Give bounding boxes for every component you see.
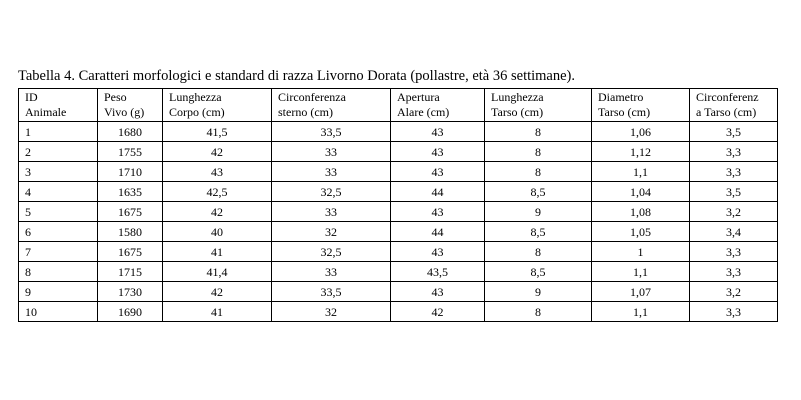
table-cell: 8 (485, 242, 592, 262)
table-cell: 1,1 (592, 162, 690, 182)
table-cell: 42 (163, 142, 272, 162)
table-cell: 8,5 (485, 262, 592, 282)
table-cell: 1580 (98, 222, 163, 242)
table-cell: 3,4 (690, 222, 778, 242)
column-header-line: sterno (cm) (278, 105, 333, 119)
column-header-line: Lunghezza (491, 90, 544, 104)
table-cell: 7 (19, 242, 98, 262)
table-cell: 43 (391, 202, 485, 222)
column-header (391, 89, 485, 122)
column-header-line: Tarso (cm) (598, 105, 651, 119)
table-row (19, 222, 778, 242)
table-cell: 3,5 (690, 182, 778, 202)
table-cell: 32 (272, 222, 391, 242)
table-cell: 33 (272, 202, 391, 222)
table-cell: 8,5 (485, 182, 592, 202)
table-row (19, 142, 778, 162)
column-header-line: Diametro (598, 90, 644, 104)
table-body (19, 122, 778, 322)
table-cell: 32,5 (272, 242, 391, 262)
table-row (19, 282, 778, 302)
column-header (485, 89, 592, 122)
table-cell: 3,3 (690, 242, 778, 262)
table-cell: 1 (19, 122, 98, 142)
table-cell: 1715 (98, 262, 163, 282)
column-header-line: ID (25, 90, 38, 104)
table-cell: 42 (391, 302, 485, 322)
table-cell: 42 (163, 202, 272, 222)
table-cell: 33 (272, 142, 391, 162)
table-cell: 1635 (98, 182, 163, 202)
column-header-line: Alare (cm) (397, 105, 450, 119)
column-header (163, 89, 272, 122)
table-cell: 1675 (98, 202, 163, 222)
table-cell: 3,3 (690, 142, 778, 162)
table-cell: 3,3 (690, 162, 778, 182)
table-cell: 3,2 (690, 282, 778, 302)
table-cell: 33 (272, 162, 391, 182)
table-cell: 33,5 (272, 122, 391, 142)
table-cell: 43 (391, 242, 485, 262)
table-cell: 8 (485, 142, 592, 162)
table-cell: 3,2 (690, 202, 778, 222)
morphology-table (18, 88, 778, 322)
table-cell: 42,5 (163, 182, 272, 202)
table-cell: 3,5 (690, 122, 778, 142)
table-cell: 43 (391, 122, 485, 142)
table-cell: 1 (592, 242, 690, 262)
table-cell: 9 (485, 202, 592, 222)
table-cell: 10 (19, 302, 98, 322)
table-cell: 41,4 (163, 262, 272, 282)
table-cell: 8,5 (485, 222, 592, 242)
table-cell: 8 (485, 162, 592, 182)
table-cell: 1710 (98, 162, 163, 182)
table-cell: 33 (272, 262, 391, 282)
table-cell: 32,5 (272, 182, 391, 202)
table-cell: 41,5 (163, 122, 272, 142)
table-row (19, 302, 778, 322)
column-header-line: Circonferenz (696, 90, 759, 104)
table-cell: 3,3 (690, 302, 778, 322)
table-cell: 1,07 (592, 282, 690, 302)
table-cell: 4 (19, 182, 98, 202)
table-row (19, 122, 778, 142)
table-cell: 8 (19, 262, 98, 282)
table-row (19, 182, 778, 202)
table-cell: 1755 (98, 142, 163, 162)
table-caption: Tabella 4. Caratteri morfologici e standard di razza Livorno Dorata (pollastre, età 36 settimane). (18, 68, 576, 84)
column-header (272, 89, 391, 122)
column-header-line: a Tarso (cm) (696, 105, 757, 119)
table-cell: 1,06 (592, 122, 690, 142)
table-cell: 9 (19, 282, 98, 302)
table-row (19, 162, 778, 182)
table-cell: 5 (19, 202, 98, 222)
table-cell: 41 (163, 302, 272, 322)
column-header (592, 89, 690, 122)
table-cell: 1680 (98, 122, 163, 142)
column-header-line: Tarso (cm) (491, 105, 544, 119)
table-cell: 32 (272, 302, 391, 322)
column-header-line: Vivo (g) (104, 105, 145, 119)
column-header-line: Circonferenza (278, 90, 346, 104)
table-cell: 43 (163, 162, 272, 182)
table-row (19, 262, 778, 282)
column-header-line: Lunghezza (169, 90, 222, 104)
header-row (19, 89, 778, 122)
table-cell: 1,1 (592, 262, 690, 282)
table-cell: 3 (19, 162, 98, 182)
table-cell: 1,12 (592, 142, 690, 162)
column-header-line: Apertura (397, 90, 440, 104)
column-header (19, 89, 98, 122)
table-cell: 2 (19, 142, 98, 162)
table-cell: 43 (391, 282, 485, 302)
table-cell: 1690 (98, 302, 163, 322)
table-cell: 3,3 (690, 262, 778, 282)
table-cell: 44 (391, 222, 485, 242)
table-cell: 43,5 (391, 262, 485, 282)
table-row (19, 202, 778, 222)
table-row (19, 242, 778, 262)
table-cell: 1,04 (592, 182, 690, 202)
table-cell: 1730 (98, 282, 163, 302)
table-cell: 1675 (98, 242, 163, 262)
column-header-line: Animale (25, 105, 67, 119)
table-cell: 9 (485, 282, 592, 302)
table-cell: 6 (19, 222, 98, 242)
table-cell: 42 (163, 282, 272, 302)
table-cell: 41 (163, 242, 272, 262)
table-cell: 8 (485, 122, 592, 142)
column-header-line: Peso (104, 90, 127, 104)
column-header (98, 89, 163, 122)
table-cell: 1,05 (592, 222, 690, 242)
table-cell: 1,1 (592, 302, 690, 322)
column-header-line: Corpo (cm) (169, 105, 225, 119)
table-cell: 8 (485, 302, 592, 322)
table-cell: 43 (391, 162, 485, 182)
table-cell: 44 (391, 182, 485, 202)
table-cell: 43 (391, 142, 485, 162)
column-header (690, 89, 778, 122)
table-cell: 40 (163, 222, 272, 242)
table-cell: 1,08 (592, 202, 690, 222)
table-cell: 33,5 (272, 282, 391, 302)
